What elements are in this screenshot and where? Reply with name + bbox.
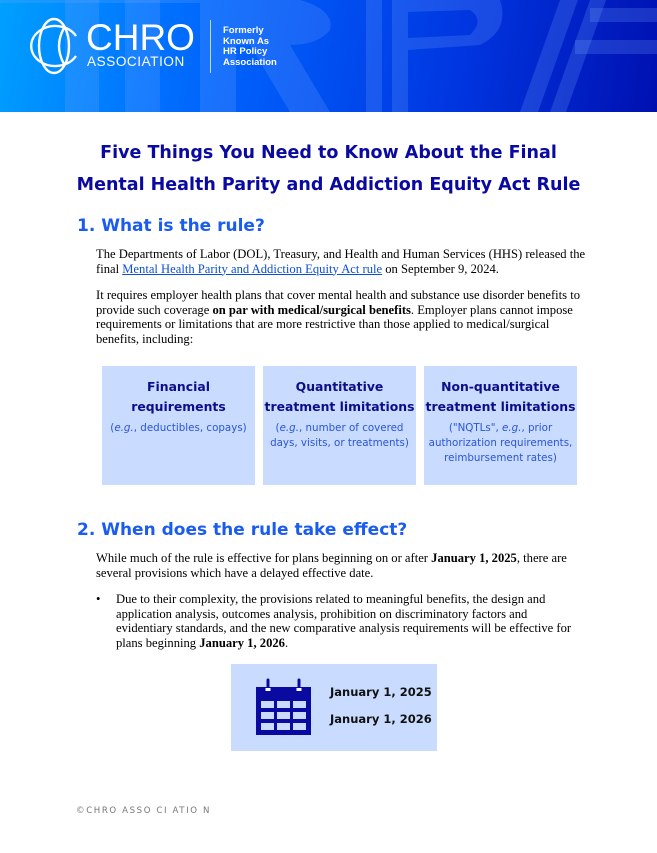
box-title: Quantitative treatment limitations bbox=[264, 379, 415, 414]
text: , there are several provisions which have a delayed effective date. bbox=[96, 551, 567, 580]
formerly-line: Formerly bbox=[223, 25, 264, 36]
box-subtitle bbox=[263, 421, 416, 451]
text: ("NQTLs", bbox=[448, 422, 503, 434]
text: , deductibles, copays) bbox=[133, 422, 247, 434]
mhpaea-rule-link[interactable]: Mental Health Parity and Addiction Equity Act rule bbox=[122, 261, 383, 276]
italic-text: e.g. bbox=[279, 422, 299, 434]
formerly-line: HR Policy bbox=[223, 46, 268, 57]
box-subtitle bbox=[102, 421, 255, 436]
text: on September 9, 2024. bbox=[382, 261, 499, 276]
box-title: Financial requirements bbox=[131, 379, 226, 414]
italic-text: e.g. bbox=[114, 422, 134, 434]
text: While much of the rule is effective for plans beginning on or after bbox=[96, 551, 432, 565]
effective-date-2026: January 1, 2026 bbox=[330, 712, 432, 726]
box-title: Non-quantitative treatment limitations bbox=[425, 379, 576, 414]
text: . bbox=[284, 635, 289, 650]
logo-association-text: ASSOCIATION bbox=[87, 54, 185, 69]
italic-text: e.g. bbox=[502, 422, 522, 434]
text: ( bbox=[275, 422, 280, 434]
text: , number of covered days, visits, or treatments) bbox=[270, 422, 409, 449]
formerly-line: Known As bbox=[223, 35, 270, 47]
bullet-text bbox=[116, 592, 576, 650]
effective-date-paragraph bbox=[96, 551, 586, 580]
requirement-boxes bbox=[102, 366, 577, 485]
logo-chro-text: CHRO bbox=[86, 17, 195, 58]
header-banner bbox=[0, 0, 657, 112]
section-heading-what-is-the-rule: 1. What is the rule? bbox=[77, 216, 265, 236]
text: It requires employer health plans that cover mental health and substance use disorder benefits to provide such coverage bbox=[96, 288, 580, 317]
page-title-line-2: Mental Health Parity and Addiction Equity Act Rule bbox=[76, 175, 581, 195]
chro-globe-icon bbox=[24, 16, 84, 76]
bold-text: January 1, 2026 bbox=[199, 635, 285, 650]
section-heading-when-does-rule-take-effect: 2. When does the rule take effect? bbox=[77, 520, 408, 540]
box-quantitative-limitations bbox=[263, 366, 416, 485]
rule-release-paragraph bbox=[96, 247, 586, 276]
effective-dates-box bbox=[231, 664, 437, 751]
box-non-quantitative-limitations bbox=[424, 366, 577, 485]
page-title bbox=[0, 137, 657, 201]
rule-requirements-paragraph bbox=[96, 288, 586, 346]
text: The Departments of Labor (DOL), Treasury, and Health and Human Services (HHS) released the final bbox=[96, 247, 586, 276]
bold-text: January 1, 2025 bbox=[431, 551, 517, 565]
logo-divider bbox=[210, 20, 211, 73]
text: . Employer plans cannot impose requirements or limitations that are more restrictive than those applied to medical/surgical benefits, including: bbox=[96, 302, 573, 346]
footer-copyright: ©CHRO ASSO CI ATIO N bbox=[76, 806, 211, 816]
bold-text: on par with medical/surgical benefits bbox=[212, 302, 411, 317]
text: , prior authorization requirements, reimbursement rates) bbox=[428, 422, 573, 464]
calendar-icon bbox=[256, 677, 311, 735]
box-subtitle bbox=[424, 421, 577, 466]
effective-date-2025: January 1, 2025 bbox=[330, 685, 432, 699]
text: ( bbox=[110, 422, 115, 434]
text: Due to their complexity, the provisions related to meaningful benefits, the design and application analysis, outcomes analysis, prohibition on discriminatory factors and evidentiary standards, and the new comparative analysis requirements will be effective for plans beginning bbox=[116, 592, 572, 650]
formerly-line: Association bbox=[223, 56, 277, 68]
logo-formerly-known-as bbox=[223, 26, 303, 68]
box-financial-requirements bbox=[102, 366, 255, 485]
bullet-marker: • bbox=[96, 592, 101, 606]
page-title-line-1: Five Things You Need to Know About the Final bbox=[100, 143, 557, 163]
